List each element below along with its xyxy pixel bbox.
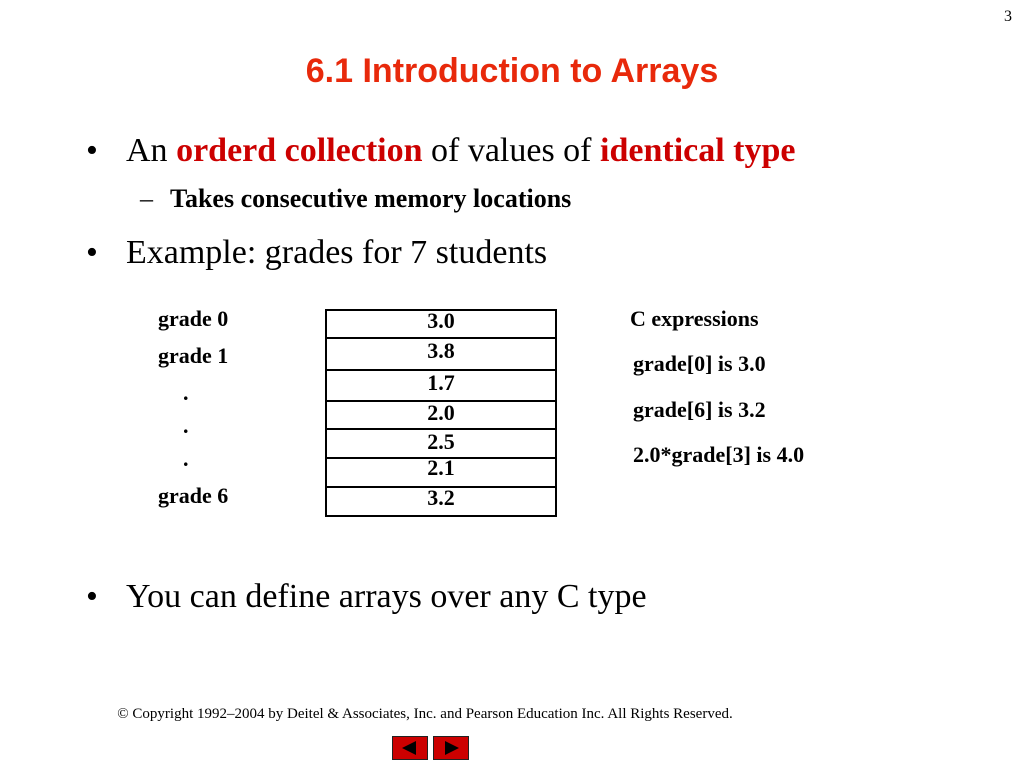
ellipsis-dot: .	[183, 413, 189, 438]
right-triangle-icon	[445, 741, 459, 755]
index-label: grade 6	[158, 483, 229, 508]
bullet-marker: •	[86, 132, 98, 169]
sub-bullet-consecutive-memory	[140, 184, 571, 214]
slide-title: 6.1 Introduction to Arrays	[305, 52, 719, 90]
bullet-ordered-collection	[86, 132, 796, 170]
expressions-heading: C expressions	[630, 306, 759, 331]
left-triangle-icon	[402, 741, 416, 755]
array-cell-value: 3.2	[427, 485, 455, 510]
c-expression: grade[6] is 3.2	[633, 397, 766, 422]
bullet-text: Example: grades for 7 students	[126, 234, 548, 271]
copyright-footer: © Copyright 1992–2004 by Deitel & Associates, Inc. and Pearson Education Inc. All Rights Reserved.	[117, 706, 733, 722]
page-number: 3	[1004, 8, 1012, 25]
bullet-define-arrays	[86, 578, 647, 616]
bullet-text: You can define arrays over any C type	[126, 578, 647, 615]
sub-bullet-marker: –	[140, 184, 153, 213]
c-expression: grade[0] is 3.0	[633, 351, 766, 376]
index-label: grade 0	[158, 306, 229, 331]
bullet-marker: •	[86, 578, 98, 615]
array-cell-value: 1.7	[427, 370, 455, 395]
array-cell-value: 2.0	[427, 400, 455, 425]
bullet-marker: •	[86, 234, 98, 271]
cell-divider	[326, 515, 556, 517]
array-cell-value: 3.0	[427, 308, 455, 333]
ellipsis-dot: .	[183, 446, 189, 471]
c-expression: 2.0*grade[3] is 4.0	[633, 442, 805, 467]
bullet-text-mid: of values of	[422, 132, 601, 169]
ellipsis-dot: .	[183, 380, 189, 405]
array-cell-value: 3.8	[427, 338, 455, 363]
next-slide-button[interactable]	[433, 736, 469, 760]
array-cell-value: 2.5	[427, 429, 455, 454]
bullet-example	[86, 234, 547, 272]
bullet-text-pre: An	[126, 132, 177, 169]
index-label: grade 1	[158, 343, 229, 368]
emphasis-identical-type: identical type	[600, 132, 796, 169]
emphasis-ordered-collection: orderd collection	[176, 132, 423, 169]
sub-bullet-text: Takes consecutive memory locations	[170, 184, 572, 213]
previous-slide-button[interactable]	[392, 736, 428, 760]
array-cell-value: 2.1	[427, 455, 455, 480]
